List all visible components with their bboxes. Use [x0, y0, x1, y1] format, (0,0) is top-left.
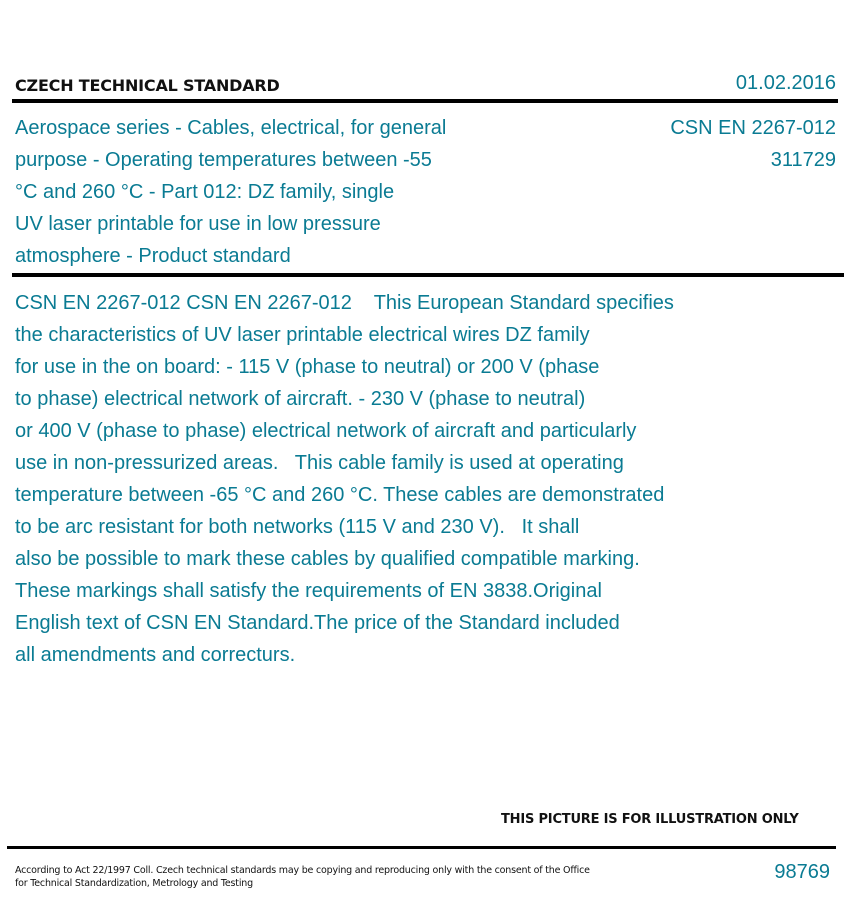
abstract-line: the characteristics of UV laser printable electrical wires DZ family [15, 324, 590, 346]
abstract-line: CSN EN 2267-012 CSN EN 2267-012 This European Standard specifies [15, 292, 674, 314]
catalog-number: 311729 [770, 149, 836, 171]
abstract-line: temperature between -65 °C and 260 °C. These cables are demonstrated [15, 484, 665, 506]
abstract-line: all amendments and correcturs. [15, 644, 296, 666]
illustration-note: THIS PICTURE IS FOR ILLUSTRATION ONLY [501, 812, 799, 827]
standard-title-line: UV laser printable for use in low pressure [15, 213, 381, 235]
abstract-line: for use in the on board: - 115 V (phase to neutral) or 200 V (phase [15, 356, 600, 378]
abstract-line: These markings shall satisfy the requirements of EN 3838.Original [15, 580, 602, 602]
header-date: 01.02.2016 [735, 72, 836, 94]
standard-title [15, 112, 495, 272]
footer-note-line: According to Act 22/1997 Coll. Czech technical standards may be copying and reproducing only with the consent of the Office [15, 865, 590, 876]
standard-title-line: atmosphere - Product standard [15, 245, 291, 267]
footer-note-line: for Technical Standardization, Metrology and Testing [15, 878, 253, 889]
header-divider [12, 99, 838, 103]
abstract-line: use in non-pressurized areas. This cable family is used at operating [15, 452, 624, 474]
standard-identifiers [670, 112, 836, 176]
footer-number: 98769 [774, 861, 830, 883]
header-title: CZECH TECHNICAL STANDARD [15, 76, 280, 95]
abstract-line: English text of CSN EN Standard.The price of the Standard included [15, 612, 620, 634]
footer-legal-note [15, 864, 615, 890]
standard-title-line: °C and 260 °C - Part 012: DZ family, single [15, 181, 395, 203]
title-divider [12, 273, 844, 277]
standard-code: CSN EN 2267-012 [670, 117, 836, 139]
abstract-line: or 400 V (phase to phase) electrical network of aircraft and particularly [15, 420, 637, 442]
abstract-line: to phase) electrical network of aircraft. - 230 V (phase to neutral) [15, 388, 586, 410]
standard-title-line: purpose - Operating temperatures between -55 [15, 149, 432, 171]
abstract-line: also be possible to mark these cables by qualified compatible marking. [15, 548, 640, 570]
abstract-text [15, 287, 815, 671]
standard-title-line: Aerospace series - Cables, electrical, for general [15, 117, 447, 139]
footer-divider [7, 846, 836, 849]
abstract-line: to be arc resistant for both networks (115 V and 230 V). It shall [15, 516, 580, 538]
